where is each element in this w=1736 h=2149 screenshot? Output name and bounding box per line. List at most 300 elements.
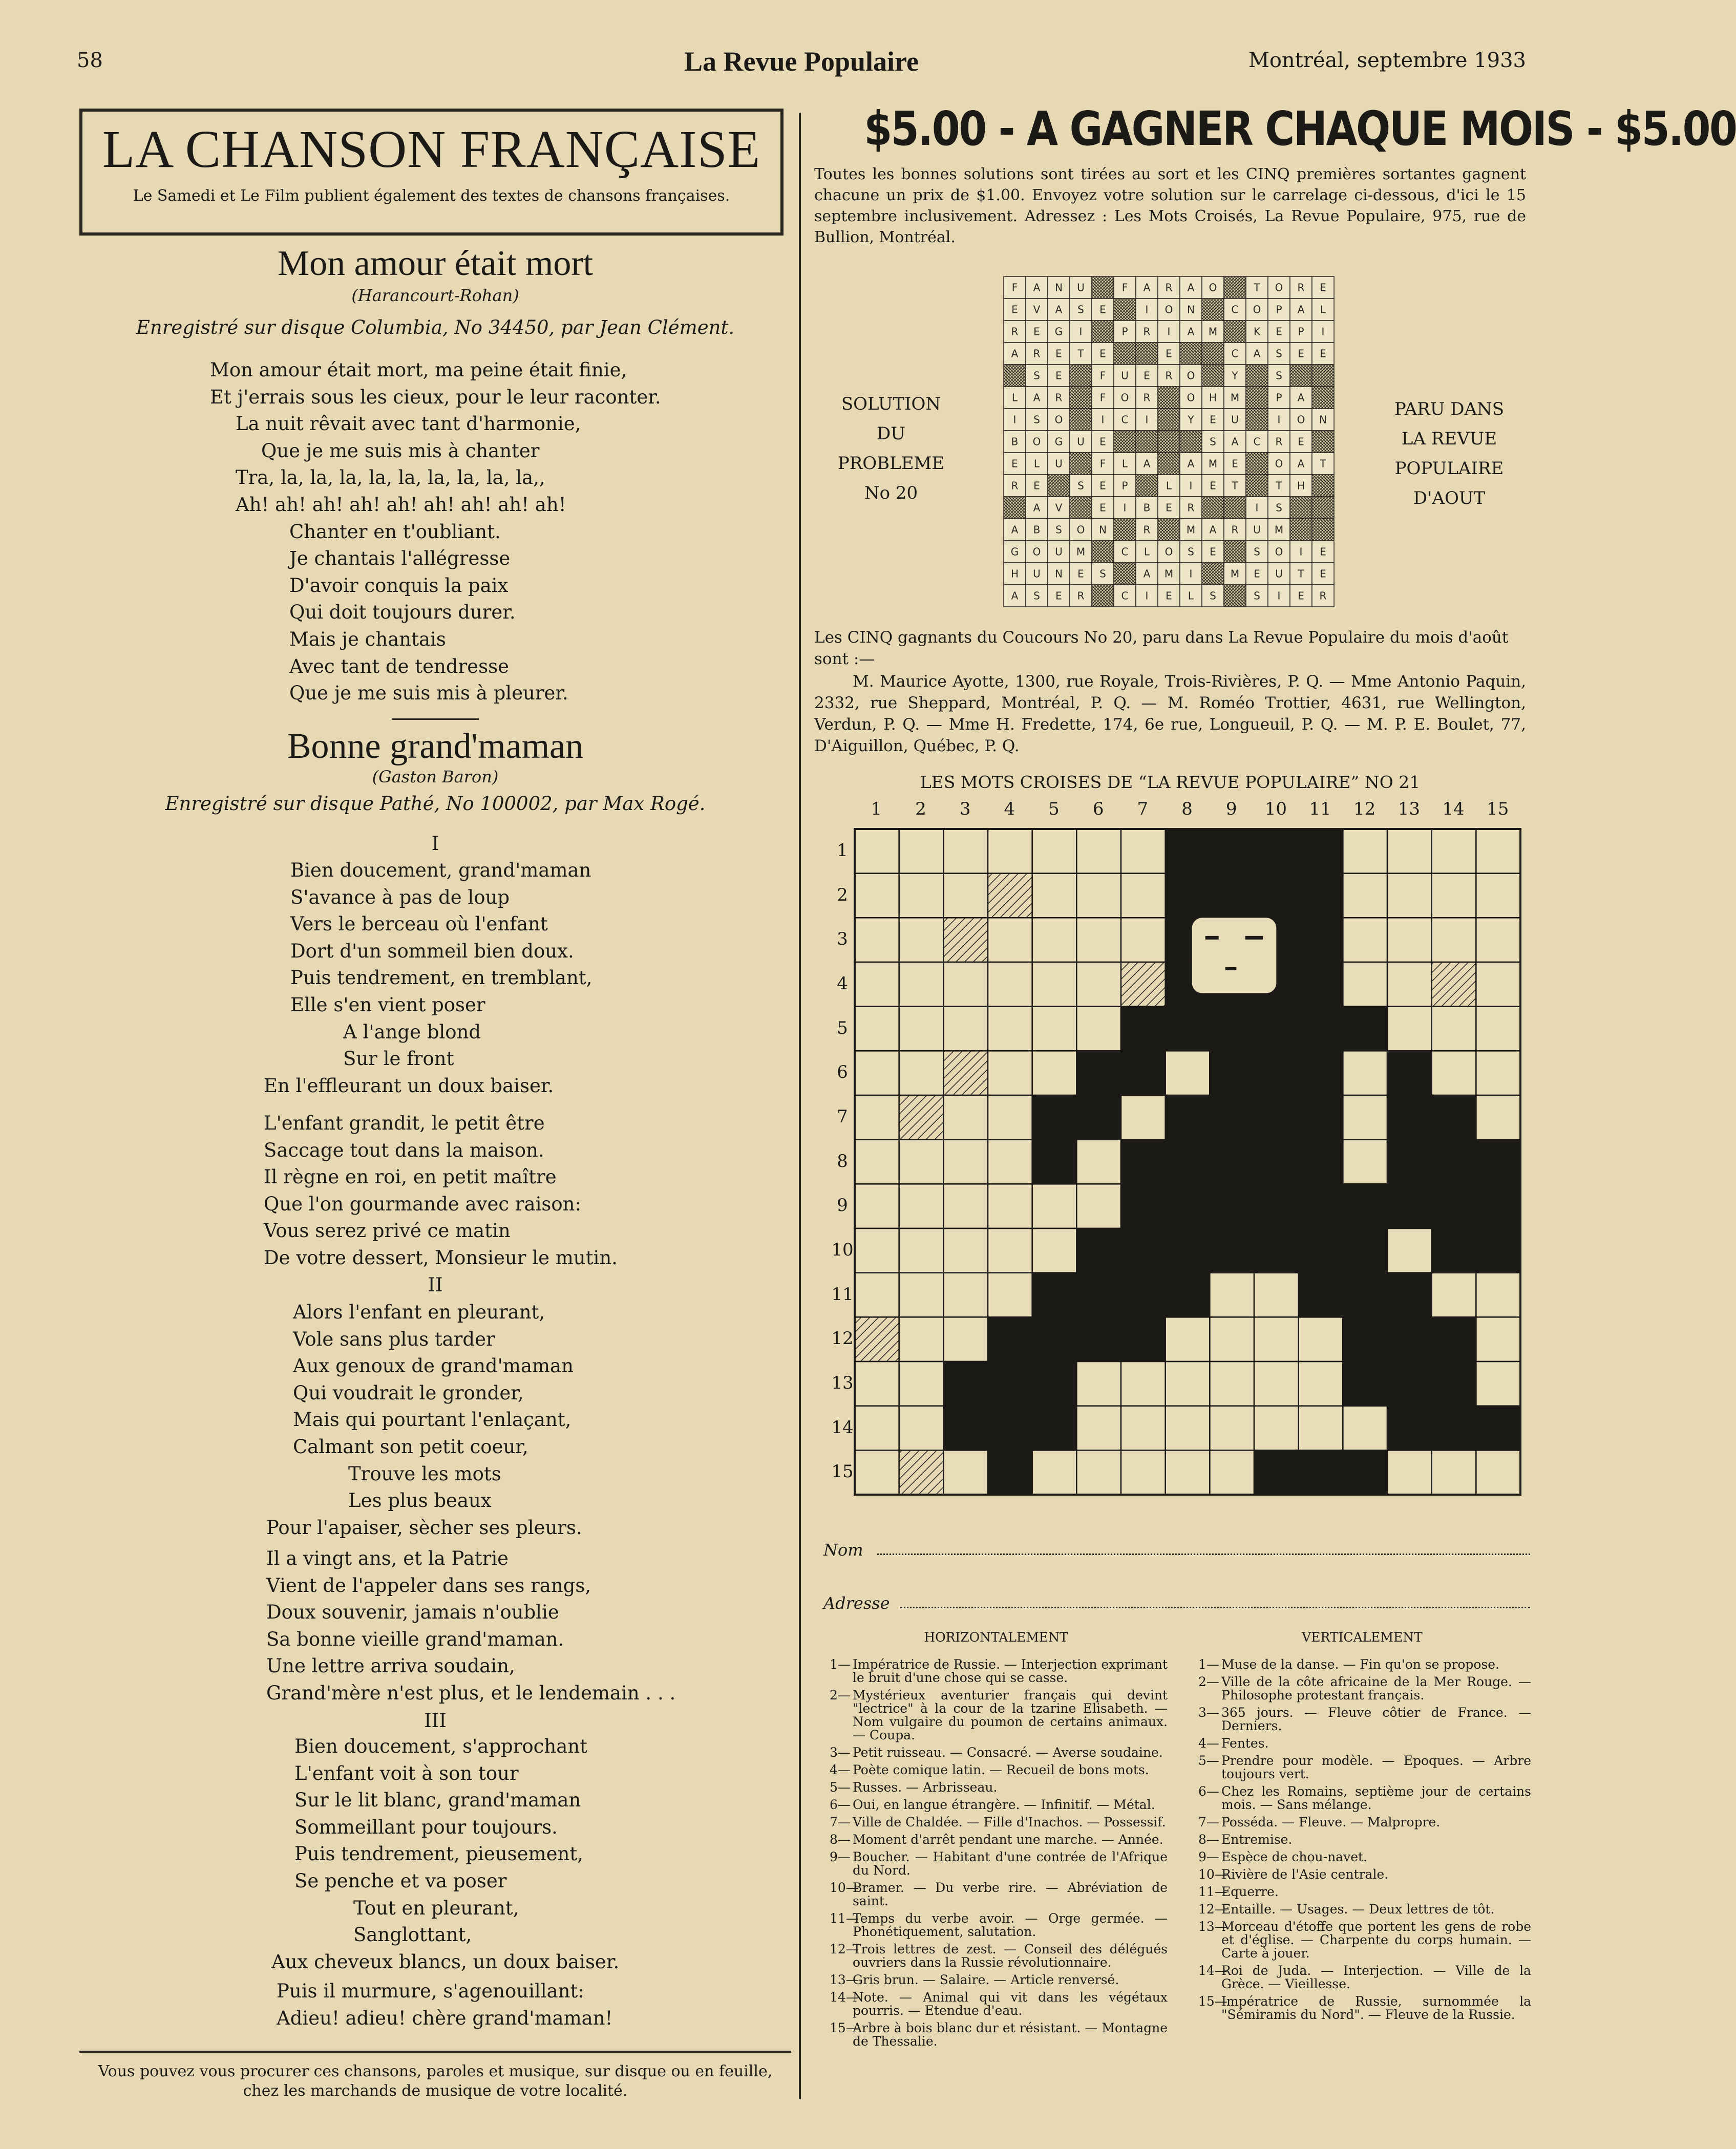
grid-cell[interactable] bbox=[1076, 1450, 1121, 1495]
solution-black-cell bbox=[1048, 475, 1070, 497]
grid-cell[interactable] bbox=[855, 1450, 899, 1495]
grid-cell[interactable] bbox=[855, 1406, 899, 1451]
grid-cell[interactable] bbox=[1076, 1140, 1121, 1184]
solution-black-cell bbox=[1312, 519, 1334, 541]
solution-letter: E bbox=[1232, 457, 1238, 470]
grid-cell[interactable] bbox=[1166, 1051, 1210, 1095]
grid-cell[interactable] bbox=[1121, 829, 1166, 874]
black-cell bbox=[1299, 874, 1343, 918]
black-cell bbox=[1121, 1051, 1166, 1095]
black-cell bbox=[1076, 1317, 1121, 1361]
horizontal-heading: HORIZONTALEMENT bbox=[924, 1630, 1068, 1645]
grid-cell[interactable] bbox=[1121, 874, 1166, 918]
grid-cell[interactable] bbox=[1432, 918, 1476, 962]
black-cell bbox=[1166, 1273, 1210, 1317]
black-cell bbox=[1299, 1273, 1343, 1317]
grid-cell[interactable] bbox=[988, 1051, 1032, 1095]
lyric-line: Tout en pleurant, bbox=[353, 1897, 519, 1919]
black-cell bbox=[1210, 874, 1254, 918]
grid-cell[interactable] bbox=[943, 1184, 988, 1228]
solution-letter: P bbox=[1298, 325, 1304, 338]
row-number: 8 bbox=[837, 1151, 848, 1172]
solution-letter: A bbox=[1055, 303, 1063, 316]
solution-label-line: PROBLEME bbox=[837, 453, 945, 474]
name-field[interactable] bbox=[823, 1540, 1530, 1561]
grid-cell[interactable] bbox=[1343, 874, 1387, 918]
grid-cell[interactable] bbox=[1432, 829, 1476, 874]
grid-cell[interactable] bbox=[1476, 829, 1520, 874]
verse1b bbox=[264, 1110, 725, 1272]
grid-cell[interactable] bbox=[855, 1095, 899, 1140]
clue-item bbox=[1198, 1706, 1531, 1733]
grid-cell[interactable] bbox=[899, 1007, 944, 1051]
solution-letter: A bbox=[1187, 457, 1195, 470]
grid-cell[interactable] bbox=[1076, 1184, 1121, 1228]
grid-cell[interactable] bbox=[1032, 829, 1077, 874]
grid-cell[interactable] bbox=[988, 1095, 1032, 1140]
black-cell bbox=[1343, 1273, 1387, 1317]
solution-letter: M bbox=[1274, 523, 1284, 536]
solution-letter: M bbox=[1230, 391, 1240, 404]
grid-cell[interactable] bbox=[1343, 1140, 1387, 1184]
grid-cell[interactable] bbox=[1432, 1273, 1476, 1317]
grid-cell[interactable] bbox=[1076, 1007, 1121, 1051]
black-cell bbox=[1210, 1140, 1254, 1184]
grid-cell[interactable] bbox=[1032, 1051, 1077, 1095]
solution-letter: L bbox=[1188, 589, 1194, 602]
grid-cell[interactable] bbox=[1166, 1317, 1210, 1361]
clue-item bbox=[1198, 1816, 1531, 1829]
grid-cell[interactable] bbox=[1032, 1184, 1077, 1228]
address-field[interactable] bbox=[823, 1593, 1530, 1614]
solution-black-cell bbox=[1158, 387, 1180, 409]
grid-cell[interactable] bbox=[943, 918, 988, 962]
grid-cell[interactable] bbox=[1166, 1361, 1210, 1406]
solution-letter: R bbox=[1187, 501, 1195, 514]
song1-title: Mon amour était mort bbox=[277, 244, 594, 283]
name-line[interactable] bbox=[877, 1554, 1530, 1555]
solution-letter: V bbox=[1055, 501, 1063, 514]
grid-cell[interactable] bbox=[899, 1184, 944, 1228]
grid-cell[interactable] bbox=[899, 962, 944, 1007]
song1-record: Enregistré sur disque Columbia, No 34450, par Jean Clément. bbox=[136, 316, 735, 338]
black-cell bbox=[1476, 1406, 1520, 1451]
grid-cell[interactable] bbox=[988, 918, 1032, 962]
solution-letter: M bbox=[1230, 567, 1240, 580]
grid-cell[interactable] bbox=[943, 1228, 988, 1273]
solution-letter: B bbox=[1143, 501, 1151, 514]
grid-cell[interactable] bbox=[988, 1184, 1032, 1228]
solution-letter: G bbox=[1054, 325, 1063, 338]
grid-cell[interactable] bbox=[1166, 1450, 1210, 1495]
lyric-line: Je chantais l'allégresse bbox=[289, 547, 511, 570]
grid-cell[interactable] bbox=[899, 1095, 944, 1140]
grid-cell[interactable] bbox=[943, 1140, 988, 1184]
solution-black-cell bbox=[1180, 343, 1202, 365]
solution-letter: L bbox=[1011, 391, 1018, 404]
clue-item bbox=[830, 1781, 1168, 1794]
clue-number: 2— bbox=[1198, 1674, 1219, 1689]
grid-cell[interactable] bbox=[1476, 874, 1520, 918]
grid-cell[interactable] bbox=[855, 1007, 899, 1051]
grid-cell[interactable] bbox=[855, 829, 899, 874]
solution-letter: G bbox=[1010, 545, 1019, 558]
grid-cell[interactable] bbox=[988, 829, 1032, 874]
column-number: 12 bbox=[1353, 799, 1376, 819]
solution-letter: E bbox=[1099, 303, 1106, 316]
lyric-line: Se penche et va poser bbox=[294, 1869, 507, 1892]
grid-cell[interactable] bbox=[943, 1273, 988, 1317]
grid-cell[interactable] bbox=[899, 1051, 944, 1095]
grid-cell[interactable] bbox=[1121, 1406, 1166, 1451]
solution-black-cell bbox=[1312, 365, 1334, 387]
solution-letter: N bbox=[1055, 281, 1063, 294]
grid-cell[interactable] bbox=[1299, 1406, 1343, 1451]
solution-black-cell bbox=[1224, 321, 1246, 343]
winners-list: M. Maurice Ayotte, 1300, rue Royale, Trois-Rivières, P. Q. — Mme Antonio Paquin, 2332, rue Sheppard, Montréal, P. Q. — M. Roméo Trottier, 4631, rue Wellington, Verdun, P. Q. — Mme H. Fredette, 174, 6e rue, Longueuil, P. Q. — M. P. E. Boulet, 77, D'Aiguillon, Québec, P. Q. bbox=[814, 672, 1526, 755]
grid-cell[interactable] bbox=[1254, 1406, 1299, 1451]
grid-cell[interactable] bbox=[899, 1317, 944, 1361]
solution-letter: S bbox=[1210, 589, 1216, 602]
solution-letter: E bbox=[1099, 501, 1106, 514]
clue-number: 6— bbox=[1198, 1784, 1219, 1799]
solution-label bbox=[830, 389, 952, 508]
lyric-line: A l'ange blond bbox=[343, 1020, 481, 1043]
grid-cell[interactable] bbox=[899, 1406, 944, 1451]
solution-black-cell bbox=[1136, 343, 1158, 365]
intro-text: Toutes les bonnes solutions sont tirées au sort et les CINQ premières sortantes gagnent chacune un prix de $1.00. Envoyez votre solution sur le carrelage ci-dessous, d'ici le 15 septembre inclusivement. Adressez : Les Mots Croisés, La Revue Populaire, 975, rue de Bullion, Montréal. bbox=[814, 165, 1526, 246]
clue-text: Bramer. — Du verbe rire. — Abréviation de saint. bbox=[853, 1880, 1168, 1908]
grid-cell[interactable] bbox=[1343, 962, 1387, 1007]
verse2-label: II bbox=[428, 1274, 443, 1296]
grid-cell[interactable] bbox=[899, 1140, 944, 1184]
clue-number: 15— bbox=[1198, 1994, 1227, 2009]
solution-black-cell bbox=[1246, 365, 1268, 387]
solution-black-cell bbox=[1092, 585, 1114, 607]
clue-text: 365 jours. — Fleuve côtier de France. — Derniers. bbox=[1221, 1705, 1531, 1733]
clue-item bbox=[1198, 1995, 1531, 2022]
solution-letter: T bbox=[1077, 347, 1084, 360]
grid-cell[interactable] bbox=[855, 1051, 899, 1095]
solution-letter: R bbox=[1143, 325, 1151, 338]
column-number: 14 bbox=[1442, 799, 1465, 819]
grid-cell[interactable] bbox=[1210, 1361, 1254, 1406]
solution-letter: O bbox=[1187, 391, 1195, 404]
grid-cell[interactable] bbox=[899, 1273, 944, 1317]
grid-cell[interactable] bbox=[943, 1317, 988, 1361]
name-label: Nom bbox=[823, 1540, 863, 1560]
solution-letter: G bbox=[1054, 435, 1063, 448]
grid-cell[interactable] bbox=[1343, 1095, 1387, 1140]
grid-cell[interactable] bbox=[1476, 1007, 1520, 1051]
clue-text: Russes. — Arbrisseau. bbox=[853, 1780, 998, 1795]
grid-cell[interactable] bbox=[1254, 1273, 1299, 1317]
black-cell bbox=[1343, 1361, 1387, 1406]
grid-cell[interactable] bbox=[1387, 962, 1432, 1007]
solution-letter: N bbox=[1187, 303, 1195, 316]
black-cell bbox=[1299, 1007, 1343, 1051]
solution-letter: A bbox=[1231, 435, 1239, 448]
solution-letter: O bbox=[1165, 303, 1173, 316]
grid-cell[interactable] bbox=[1076, 1406, 1121, 1451]
column-number: 11 bbox=[1309, 799, 1331, 819]
black-cell bbox=[943, 1406, 988, 1451]
solution-letter: E bbox=[1254, 567, 1260, 580]
grid-cell[interactable] bbox=[1343, 829, 1387, 874]
solution-letter: O bbox=[1187, 369, 1195, 382]
grid-cell[interactable] bbox=[1032, 1450, 1077, 1495]
solution-letter: P bbox=[1276, 391, 1282, 404]
grid-cell[interactable] bbox=[1121, 1095, 1166, 1140]
solution-letter: A bbox=[1033, 281, 1041, 294]
grid-cell[interactable] bbox=[899, 829, 944, 874]
clue-item bbox=[1198, 1868, 1531, 1881]
grid-cell[interactable] bbox=[1076, 918, 1121, 962]
grid-cell[interactable] bbox=[943, 829, 988, 874]
solution-letter: I bbox=[1101, 413, 1105, 426]
clue-item bbox=[1198, 1964, 1531, 1991]
grid-cell[interactable] bbox=[1476, 1051, 1520, 1095]
grid-cell[interactable] bbox=[1121, 1450, 1166, 1495]
grid-cell[interactable] bbox=[988, 962, 1032, 1007]
black-cell bbox=[1032, 1406, 1077, 1451]
grid-cell[interactable] bbox=[1476, 1095, 1520, 1140]
grid-cell[interactable] bbox=[1476, 1317, 1520, 1361]
clue-text: Ville de Chaldée. — Fille d'Inachos. — Possessif. bbox=[853, 1815, 1166, 1829]
black-cell bbox=[1254, 1450, 1299, 1495]
grid-cell[interactable] bbox=[988, 1007, 1032, 1051]
solution-black-cell bbox=[1312, 431, 1334, 453]
solution-letter: I bbox=[1299, 545, 1303, 558]
grid-cell[interactable] bbox=[1121, 1361, 1166, 1406]
grid-cell[interactable] bbox=[899, 874, 944, 918]
solution-letter: E bbox=[1298, 347, 1304, 360]
solution-letter: R bbox=[1165, 369, 1173, 382]
grid-cell[interactable] bbox=[1387, 1007, 1432, 1051]
grid-cell[interactable] bbox=[943, 1095, 988, 1140]
solution-label-line: SOLUTION bbox=[841, 394, 941, 414]
black-cell bbox=[1254, 829, 1299, 874]
column-number: 3 bbox=[959, 799, 971, 819]
grid-cell[interactable] bbox=[1476, 918, 1520, 962]
clue-number: 5— bbox=[830, 1780, 851, 1795]
black-cell bbox=[1210, 1184, 1254, 1228]
solution-letter: S bbox=[1077, 479, 1084, 492]
grid-cell[interactable] bbox=[988, 874, 1032, 918]
grid-cell[interactable] bbox=[1432, 1007, 1476, 1051]
grid-cell[interactable] bbox=[1387, 829, 1432, 874]
grid-cell[interactable] bbox=[855, 1228, 899, 1273]
black-cell bbox=[1166, 1095, 1210, 1140]
grid-cell[interactable] bbox=[943, 1051, 988, 1095]
grid-cell[interactable] bbox=[1476, 1273, 1520, 1317]
black-cell bbox=[1032, 1361, 1077, 1406]
grid-cell[interactable] bbox=[1210, 1450, 1254, 1495]
black-cell bbox=[1254, 1051, 1299, 1095]
grid-cell[interactable] bbox=[1210, 1406, 1254, 1451]
grid-cell[interactable] bbox=[1254, 1317, 1299, 1361]
address-line[interactable] bbox=[900, 1607, 1530, 1608]
grid-cell[interactable] bbox=[1032, 1228, 1077, 1273]
grid-cell[interactable] bbox=[943, 962, 988, 1007]
solution-letter: R bbox=[1077, 589, 1085, 602]
grid-cell[interactable] bbox=[1121, 918, 1166, 962]
grid-cell[interactable] bbox=[1254, 1361, 1299, 1406]
grid-cell[interactable] bbox=[1343, 918, 1387, 962]
grid-cell[interactable] bbox=[1166, 1406, 1210, 1451]
grid-cell[interactable] bbox=[988, 1273, 1032, 1317]
clue-number: 1— bbox=[830, 1657, 851, 1672]
solution-letter: U bbox=[1077, 435, 1085, 448]
clue-text: Muse de la danse. — Fin qu'on se propose. bbox=[1221, 1657, 1500, 1672]
clue-number: 15— bbox=[830, 2020, 859, 2035]
grid-cell[interactable] bbox=[1387, 918, 1432, 962]
clue-text: Entremise. bbox=[1221, 1832, 1293, 1847]
grid-cell[interactable] bbox=[1476, 1450, 1520, 1495]
grid-cell[interactable] bbox=[1432, 962, 1476, 1007]
black-cell bbox=[988, 1317, 1032, 1361]
grid-cell[interactable] bbox=[1299, 1317, 1343, 1361]
black-cell bbox=[1254, 1140, 1299, 1184]
grid-cell[interactable] bbox=[1076, 962, 1121, 1007]
clue-text: Temps du verbe avoir. — Orge germée. — Phonétiquement, salutation. bbox=[853, 1911, 1168, 1939]
lyric-line: Sur le front bbox=[343, 1048, 454, 1070]
grid-cell[interactable] bbox=[855, 1317, 899, 1361]
black-cell bbox=[1166, 1007, 1210, 1051]
grid-cell[interactable] bbox=[1432, 874, 1476, 918]
page-number: 58 bbox=[77, 49, 103, 72]
black-cell bbox=[1432, 1184, 1476, 1228]
row-number: 11 bbox=[831, 1284, 854, 1305]
grid-cell[interactable] bbox=[988, 1140, 1032, 1184]
black-cell bbox=[1432, 1361, 1476, 1406]
black-cell bbox=[1121, 1317, 1166, 1361]
grid-cell[interactable] bbox=[1476, 1361, 1520, 1406]
black-cell bbox=[1343, 1228, 1387, 1273]
figure-face bbox=[1192, 918, 1277, 993]
song2-title: Bonne grand'maman bbox=[287, 727, 584, 766]
grid-cell[interactable] bbox=[1076, 874, 1121, 918]
solution-black-cell bbox=[1114, 299, 1136, 321]
black-cell bbox=[1299, 1140, 1343, 1184]
solution-black-cell bbox=[1004, 497, 1026, 519]
grid-cell[interactable] bbox=[988, 1228, 1032, 1273]
grid-cell[interactable] bbox=[1476, 962, 1520, 1007]
clue-item bbox=[830, 1798, 1168, 1812]
clue-number: 8— bbox=[830, 1832, 851, 1847]
dateline: Montréal, septembre 1933 bbox=[1248, 49, 1526, 72]
grid-cell[interactable] bbox=[943, 1007, 988, 1051]
grid-cell[interactable] bbox=[1076, 829, 1121, 874]
clue-item bbox=[830, 1816, 1168, 1829]
grid-cell[interactable] bbox=[1299, 1361, 1343, 1406]
black-cell bbox=[1299, 1450, 1343, 1495]
row-number: 5 bbox=[837, 1017, 848, 1038]
black-cell bbox=[1387, 1273, 1432, 1317]
row-numbers bbox=[827, 828, 858, 1494]
grid-cell[interactable] bbox=[943, 1450, 988, 1495]
black-cell bbox=[1166, 1184, 1210, 1228]
grid-cell[interactable] bbox=[1432, 1450, 1476, 1495]
clue-item bbox=[830, 1689, 1168, 1742]
black-cell bbox=[1432, 1228, 1476, 1273]
grid-cell[interactable] bbox=[1210, 1273, 1254, 1317]
grid-cell[interactable] bbox=[1432, 1051, 1476, 1095]
solution-black-cell bbox=[1202, 563, 1224, 585]
grid-cell[interactable] bbox=[1121, 962, 1166, 1007]
lyric-line: Doux souvenir, jamais n'oublie bbox=[266, 1601, 559, 1624]
solution-black-cell bbox=[1070, 453, 1092, 475]
grid-cell[interactable] bbox=[1032, 874, 1077, 918]
solution-letter: L bbox=[1144, 545, 1150, 558]
black-cell bbox=[1254, 874, 1299, 918]
grid-cell[interactable] bbox=[1032, 962, 1077, 1007]
grid-cell[interactable] bbox=[855, 1184, 899, 1228]
solution-letter: S bbox=[1099, 567, 1106, 580]
row-number: 13 bbox=[831, 1373, 854, 1394]
black-cell bbox=[1254, 1184, 1299, 1228]
solution-grid bbox=[1003, 275, 1335, 609]
solution-letter: O bbox=[1275, 457, 1283, 470]
grid-cell[interactable] bbox=[1343, 1406, 1387, 1451]
grid-cell[interactable] bbox=[855, 1273, 899, 1317]
solution-letter: C bbox=[1121, 589, 1129, 602]
lyric-line: La nuit rêvait avec tant d'harmonie, bbox=[236, 413, 581, 435]
solution-letter: C bbox=[1231, 347, 1239, 360]
solution-letter: V bbox=[1033, 303, 1041, 316]
clue-item bbox=[1198, 1785, 1531, 1812]
clue-text: Equerre. bbox=[1221, 1884, 1279, 1899]
solution-letter: O bbox=[1032, 545, 1041, 558]
clue-text: Arbre à bois blanc dur et résistant. — Montagne de Thessalie. bbox=[853, 2020, 1168, 2049]
solution-letter: A bbox=[1253, 347, 1261, 360]
grid-cell[interactable] bbox=[899, 918, 944, 962]
grid-cell[interactable] bbox=[855, 918, 899, 962]
page-header bbox=[77, 46, 1526, 84]
lyric-line: Tra, la, la, la, la, la, la, la, la, la,, bbox=[236, 466, 545, 489]
grid-cell[interactable] bbox=[1387, 874, 1432, 918]
solution-letter: U bbox=[1077, 281, 1085, 294]
clue-number: 5— bbox=[1198, 1753, 1219, 1768]
grid-cell[interactable] bbox=[943, 874, 988, 918]
grid-cell[interactable] bbox=[1387, 1228, 1432, 1273]
paru-label bbox=[1383, 394, 1516, 513]
grid-cell[interactable] bbox=[855, 874, 899, 918]
grid-cell[interactable] bbox=[1076, 1361, 1121, 1406]
black-cell bbox=[1076, 1273, 1121, 1317]
crossword-grid[interactable] bbox=[854, 828, 1521, 1495]
grid-cell[interactable] bbox=[899, 1361, 944, 1406]
solution-letter: R bbox=[1143, 391, 1151, 404]
grid-cell[interactable] bbox=[1343, 1051, 1387, 1095]
solution-letter: I bbox=[1013, 413, 1017, 426]
grid-cell[interactable] bbox=[1210, 1317, 1254, 1361]
grid-cell[interactable] bbox=[855, 1140, 899, 1184]
grid-cell[interactable] bbox=[1387, 1450, 1432, 1495]
grid-cell[interactable] bbox=[855, 962, 899, 1007]
paru-label-line: LA REVUE bbox=[1401, 429, 1497, 449]
solution-letter: A bbox=[1011, 347, 1019, 360]
row-number: 1 bbox=[837, 840, 848, 861]
grid-cell[interactable] bbox=[899, 1450, 944, 1495]
solution-letter: E bbox=[1320, 545, 1326, 558]
grid-cell[interactable] bbox=[899, 1228, 944, 1273]
grid-cell[interactable] bbox=[855, 1361, 899, 1406]
grid-cell[interactable] bbox=[1032, 918, 1077, 962]
clue-text: Boucher. — Habitant d'une contrée de l'Afrique du Nord. bbox=[853, 1849, 1168, 1878]
grid-cell[interactable] bbox=[1032, 1007, 1077, 1051]
clue-text: Ville de la côte africaine de la Mer Rouge. — Philosophe protestant français. bbox=[1221, 1674, 1531, 1703]
